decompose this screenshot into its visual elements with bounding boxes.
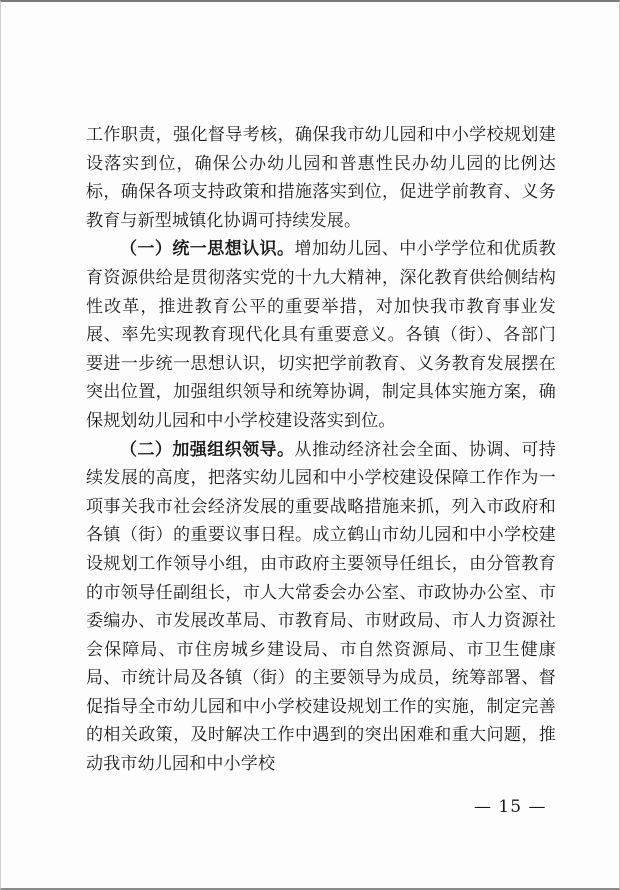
section-heading-unify-thinking: （一）统一思想认识。: [120, 239, 295, 260]
paragraph-text: 从推动经济社会全面、协调、可持续发展的高度，把落实幼儿园和中小学校建设保障工作作为一项事关我市社会经济发展的重要战略措施来抓，列入市政府和各镇（街）的重要议事日程。成立鹤山市幼儿园和中小学校建设规划工作领导小组，由市政府主要领导任组长，由分管教育的市领导任副组长，市人大常委会办公室、市政协办公室、市委编办、市发展改革局、市教育局、市财政局、市人力资源社会保障局、市住房城乡建设局、市自然资源局、市卫生健康局、市统计局及各镇（街）的主要领导为成员，统筹部署、督促指导全市幼儿园和中小学校建设规划工作的实施，制定完善的相关政策，及时解决工作中遇到的突出困难和重大问题，推动我市幼儿园和中小学校: [86, 439, 556, 775]
paragraph-text: 增加幼儿园、中小学学位和优质教育资源供给是贯彻落实党的十九大精神，深化教育供给侧结构性改革，推进教育公平的重要举措，对加快我市教育事业发展、率先实现教育现代化具有重要意义。各镇（街）、各部门要进一步统一思想认识，切实把学前教育、义务教育发展摆在突出位置，加强组织领导和统筹协调，制定具体实施方案，确保规划幼儿园和中小学校建设落实到位。: [86, 239, 556, 431]
section-heading-strengthen-leadership: （二）加强组织领导。: [120, 439, 295, 460]
body-text: [86, 121, 556, 779]
paragraph: [86, 436, 556, 779]
page-number: — 15 —: [474, 797, 547, 817]
paragraph: [86, 121, 556, 235]
paragraph-text: 工作职责，强化督导考核，确保我市幼儿园和中小学校规划建设落实到位，确保公办幼儿园和普惠性民办幼儿园的比例达标，确保各项支持政策和措施落实到位，促进学前教育、义务教育与新型城镇化协调可持续发展。: [86, 125, 556, 231]
paragraph: [86, 235, 556, 435]
